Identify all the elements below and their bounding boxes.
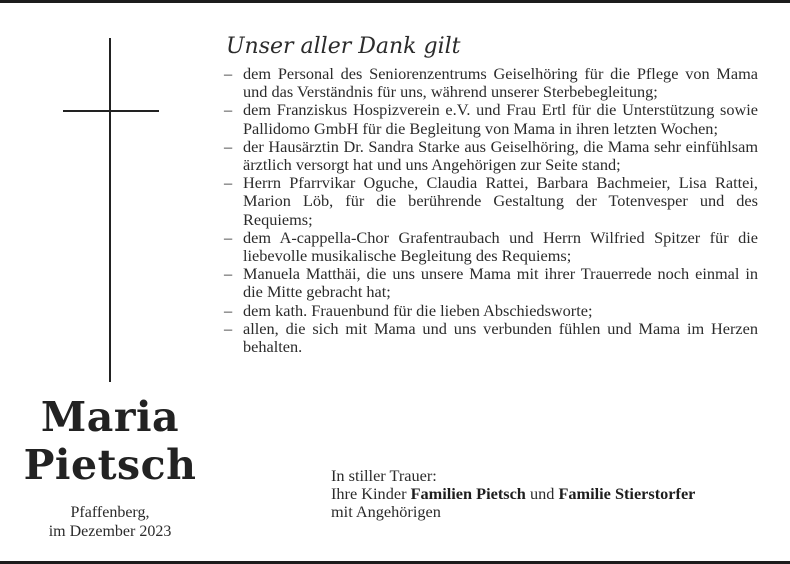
- mourners-connector: und: [525, 484, 559, 504]
- cross-vertical-bar: [109, 38, 111, 382]
- list-item-text: dem A-cappella-Chor Grafentraubach und Herrn Wilfried Spitzer für die liebevolle musikalische Begleitung des Requiems;: [243, 227, 758, 266]
- list-item-text: der Hausärztin Dr. Sandra Starke aus Geiselhöring, die Mama sehr einfühlsam ärztlich versorgt hat und uns Angehörigen zur Seite stand;: [243, 136, 758, 175]
- deceased-last-name: Pietsch: [23, 441, 197, 489]
- thanks-section: [223, 32, 758, 356]
- deceased-block: [0, 393, 220, 541]
- mourners-families: [331, 485, 695, 503]
- list-item: [223, 265, 758, 301]
- deceased-place: Pfaffenberg,: [70, 504, 150, 521]
- mourners-prefix: Ihre Kinder: [331, 484, 411, 504]
- mourners-block: [331, 467, 695, 522]
- list-item-text: dem Franziskus Hospizverein e.V. und Frau Ertl für die Unterstützung sowie Pallidomo GmbH für die Begleitung von Mama in ihren letzten Wochen;: [243, 100, 758, 138]
- list-dash: –: [224, 227, 233, 247]
- list-item-text: dem Personal des Seniorenzentrums Geiselhöring für die Pflege von Mama und das Verständnis für uns, während unserer Sterbebegleitung;: [243, 64, 758, 102]
- list-item: [223, 101, 758, 137]
- list-item: [223, 302, 758, 320]
- mourners-suffix: mit Angehörigen: [331, 502, 441, 522]
- list-dash: –: [224, 173, 233, 193]
- list-item-text: Herrn Pfarrvikar Oguche, Claudia Rattei, Barbara Bachmeier, Lisa Rattei, Marion Löb, für die berührende Gestaltung der Totenvesper und des Requiems;: [243, 173, 758, 229]
- deceased-date: im Dezember 2023: [48, 523, 172, 540]
- list-item-text: allen, die sich mit Mama und uns verbunden fühlen und Mama im Herzen behalten.: [243, 318, 758, 357]
- mourners-intro: In stiller Trauer:: [331, 466, 437, 485]
- deceased-first-name: Maria: [40, 393, 180, 441]
- cross-horizontal-bar: [63, 110, 159, 112]
- list-item: [223, 65, 758, 101]
- top-border: [0, 0, 790, 3]
- list-item: [223, 320, 758, 356]
- list-dash: –: [224, 64, 233, 83]
- list-item: [223, 174, 758, 229]
- list-item: [223, 229, 758, 265]
- list-dash: –: [224, 300, 233, 320]
- list-dash: –: [224, 100, 233, 120]
- list-item-text: Manuela Matthäi, die uns unsere Mama mit ihrer Trauerrede noch einmal in die Mitte gebracht hat;: [243, 264, 758, 302]
- list-item-text: dem kath. Frauenbund für die lieben Abschiedsworte;: [243, 300, 593, 320]
- list-dash: –: [224, 264, 233, 284]
- family-stierstorfer: Familie Stierstorfer: [558, 484, 696, 504]
- list-dash: –: [224, 136, 233, 156]
- thanks-list: [223, 65, 758, 356]
- list-dash: –: [224, 318, 233, 338]
- thanks-heading: Unser aller Dank gilt: [226, 34, 461, 59]
- family-pietsch: Familien Pietsch: [410, 484, 526, 504]
- list-item: [223, 138, 758, 174]
